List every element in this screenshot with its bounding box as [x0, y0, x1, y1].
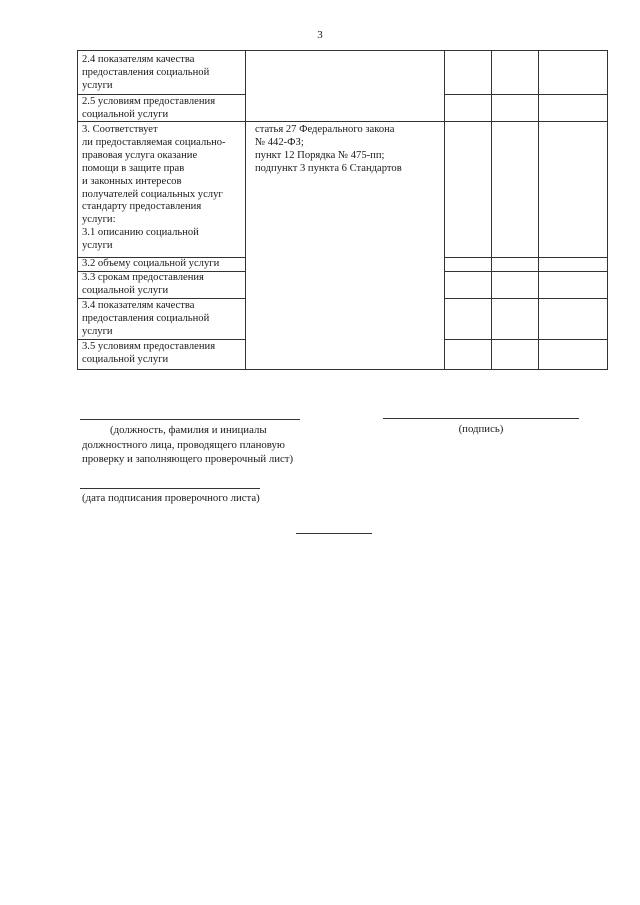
- row-divider: [444, 94, 608, 95]
- table-border-right: [607, 50, 608, 370]
- row-divider: [77, 94, 245, 95]
- position-caption: (должность, фамилия и инициалы должностного лица, проводящего плановую проверку и заполняющего проверочный лист): [82, 424, 294, 465]
- requirement-cell: 2.4 показателям качества предоставления социальной услуги: [82, 54, 210, 91]
- checklist-table: [77, 50, 608, 370]
- column-divider: [491, 50, 492, 370]
- row-divider: [77, 339, 245, 340]
- column-divider: [538, 50, 539, 370]
- table-border-top: [77, 50, 608, 51]
- page-number: 3: [317, 29, 323, 41]
- date-caption: (дата подписания проверочного листа): [82, 492, 260, 504]
- row-divider: [444, 339, 608, 340]
- legal-basis-cell: статья 27 Федерального закона № 442-ФЗ; пункт 12 Порядка № 475-пп; подпункт 3 пункта 6 Стандартов: [255, 124, 402, 174]
- requirement-cell: 3.4 показателям качества предоставления социальной услуги: [82, 300, 210, 337]
- row-divider: [444, 298, 608, 299]
- end-separator-line: [296, 533, 372, 534]
- row-divider: [77, 121, 608, 122]
- requirement-cell: 3.3 срокам предоставления социальной услуги: [82, 272, 204, 296]
- column-divider: [245, 50, 246, 370]
- row-divider: [77, 298, 245, 299]
- requirement-cell: 3. Соответствует ли предоставляемая социально- правовая услуга оказание помощи в защите прав и законных интересов получателей социальных услуг стандарту предоставления услуги: 3.1 описанию социальной услуги: [82, 124, 226, 252]
- table-border-left: [77, 50, 78, 370]
- signature-caption: (подпись): [458, 423, 504, 435]
- signature-line: [383, 418, 579, 419]
- row-divider: [444, 271, 608, 272]
- table-border-bottom: [77, 369, 608, 370]
- row-divider: [444, 257, 608, 258]
- requirement-cell: 3.5 условиям предоставления социальной услуги: [82, 341, 216, 365]
- requirement-cell: 3.2 объему социальной услуги: [82, 258, 220, 269]
- date-signature-line: [80, 488, 260, 489]
- requirement-cell: 2.5 условиям предоставления социальной услуги: [82, 96, 216, 120]
- column-divider: [444, 50, 445, 370]
- position-signature-line: [80, 419, 300, 420]
